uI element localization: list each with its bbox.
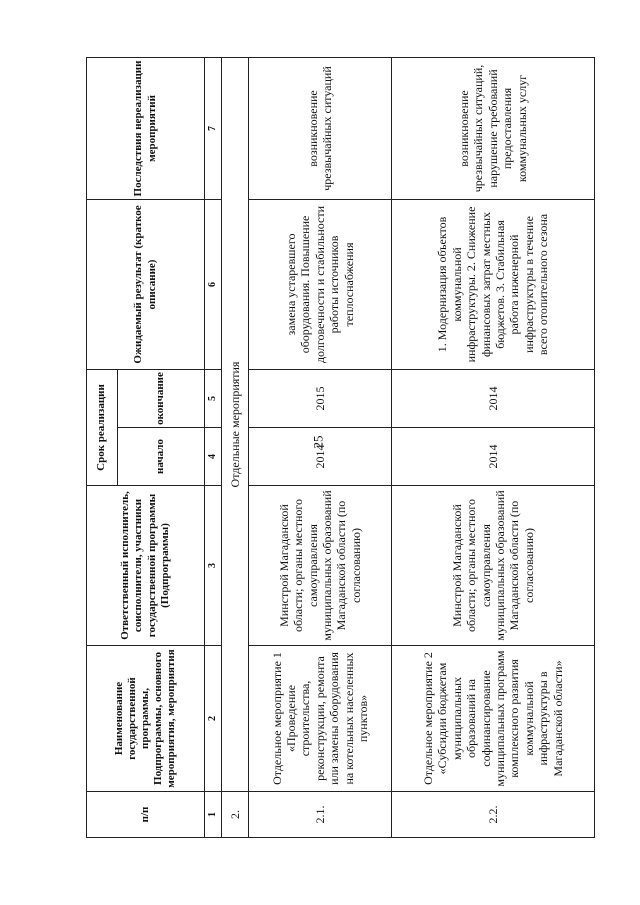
section-number: 2.: [222, 792, 249, 838]
column-number: 1: [205, 792, 222, 838]
header-end: окончание: [118, 369, 205, 427]
section-title: Отдельные мероприятия: [222, 57, 249, 791]
header-responsible: Ответственный исполнитель, соисполнители, участники государственной программы (Подпрограммы): [87, 486, 205, 646]
column-number: 3: [205, 486, 222, 646]
column-number: 6: [205, 199, 222, 369]
page-number: 25: [310, 435, 326, 449]
row-number: 2.1.: [249, 792, 392, 838]
row-consequence: возникновение чрезвычайных ситуаций: [249, 57, 392, 199]
rotated-table-wrapper: [86, 58, 565, 838]
row-responsible: Минстрой Магаданской области; органы местного самоуправления муниципальных образований Магаданской области (по согласованию): [392, 486, 595, 646]
column-number: 4: [205, 428, 222, 486]
header-result: Ожидаемый результат (краткое описание): [87, 199, 205, 369]
row-number: 2.2.: [392, 792, 595, 838]
column-number-row: [205, 57, 222, 837]
row-start: 2014: [392, 428, 595, 486]
header-row: [87, 57, 118, 837]
header-consequence: Последствия нереализации мероприятий: [87, 57, 205, 199]
row-result: 1. Модернизация объектов коммунальной инфраструктуры. 2. Снижение финансовых затрат местных бюджетов. 3. Стабильная работа инженерной инфраструктуры в течение всего отопительного сезона: [392, 199, 595, 369]
row-name: Отдельное мероприятие 2 «Субсидии бюджетам муниципальных образований на софинансирование муниципальных программ комплексного развития коммунальной инфраструктуры в Магаданской области»: [392, 646, 595, 792]
row-start: 2014: [249, 428, 392, 486]
column-number: 7: [205, 57, 222, 199]
column-number: 2: [205, 646, 222, 792]
header-name: Наименование государственной программы, Подпрограммы, основного мероприятия, мероприятия: [87, 646, 205, 792]
row-end: 2014: [392, 369, 595, 427]
row-name: Отдельное мероприятие 1 «Проведение строительства, реконструкции, ремонта или замены оборудования на котельных населенных пунктов»: [249, 646, 392, 792]
column-number: 5: [205, 369, 222, 427]
row-responsible: Минстрой Магаданской области; органы местного самоуправления муниципальных образований Магаданской области (по согласованию): [249, 486, 392, 646]
table-row: [249, 57, 392, 837]
header-start: начало: [118, 428, 205, 486]
row-result: замена устаревшего оборудования. Повышение долговечности и стабильности работы источников теплоснабжения: [249, 199, 392, 369]
row-consequence: возникновение чрезвычайных ситуаций, нарушение требований предоставления коммунальных услуг: [392, 57, 595, 199]
section-row: [222, 57, 249, 837]
header-period: Срок реализации: [87, 369, 118, 485]
header-num: п/п: [87, 792, 205, 838]
table-row: [392, 57, 595, 837]
row-end: 2015: [249, 369, 392, 427]
activities-table: [86, 57, 595, 838]
